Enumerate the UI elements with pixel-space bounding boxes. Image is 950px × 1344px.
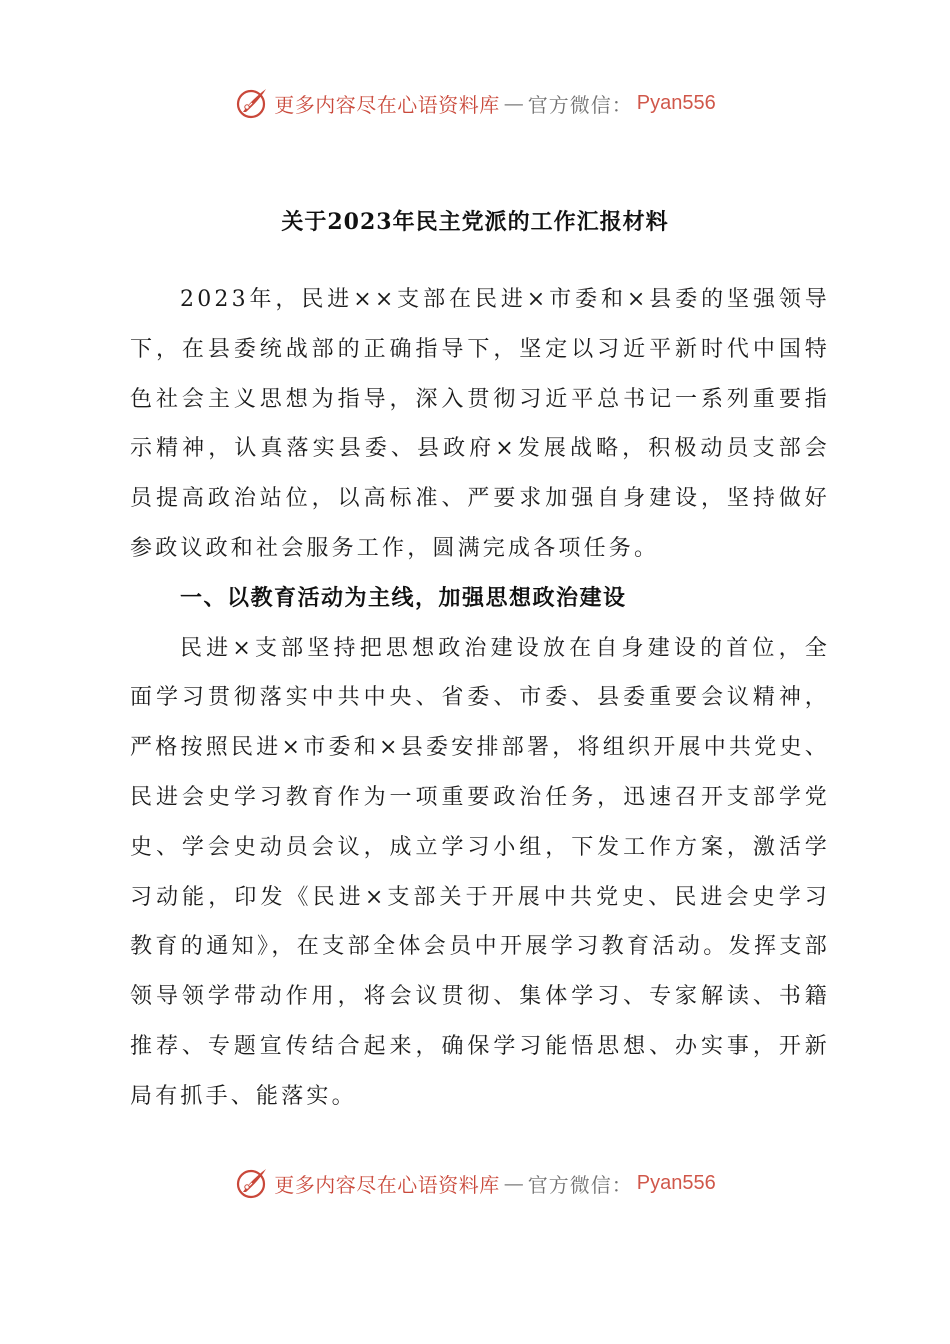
quill-pen-logo-icon [234,85,270,121]
watermark-separator: — [503,1171,524,1195]
watermark-wechat-id: Pyan556 [636,1171,716,1194]
section-heading: 一、以教育活动为主线，加强思想政治建设 [180,584,627,611]
intro-paragraph: 2023年，民进××支部在民进×市委和×县委的坚强领导下，在县委统战部的正确指导下，坚定以习近平新时代中国特色社会主义思想为指导，深入贯彻习近平总书记一系列重要指示精神，认真落实县委、县政府×发展战略，积极动员支部会员提高政治站位，以高标准、严要求加强自身建设，坚持做好参政议政和社会服务工作，圆满完成各项任务。 [130,287,830,561]
document-body [130,275,830,1122]
quill-pen-logo-icon [234,1165,270,1201]
watermark-banner-bottom [0,1163,950,1203]
watermark-banner-top [0,83,950,123]
body-paragraph: 民进×支部坚持把思想政治建设放在自身建设的首位，全面学习贯彻落实中共中央、省委、市委、县委重要会议精神，严格按照民进×市委和×县委安排部署，将组织开展中共党史、民进会史学习教育作为一项重要政治任务，迅速召开支部学党史、学会史动员会议，成立学习小组，下发工作方案，激活学习动能，印发《民进×支部关于开展中共党史、民进会史学习教育的通知》，在支部全体会员中开展学习教育活动。发挥支部领导领学带动作用，将会议贯彻、集体学习、专家解读、书籍推荐、专题宣传结合起来，确保学习能悟思想、办实事，开新局有抓手、能落实。 [130,635,830,1109]
watermark-text: 更多内容尽在心语资料库 [274,1172,500,1197]
watermark-separator: — [503,91,524,115]
watermark-official-label: 官方微信： [527,1172,633,1197]
watermark-official-label: 官方微信： [527,92,633,117]
watermark-wechat-id: Pyan556 [636,91,716,114]
document-title: 关于2023年民主党派的工作汇报材料 [281,209,669,235]
watermark-text: 更多内容尽在心语资料库 [274,92,500,117]
